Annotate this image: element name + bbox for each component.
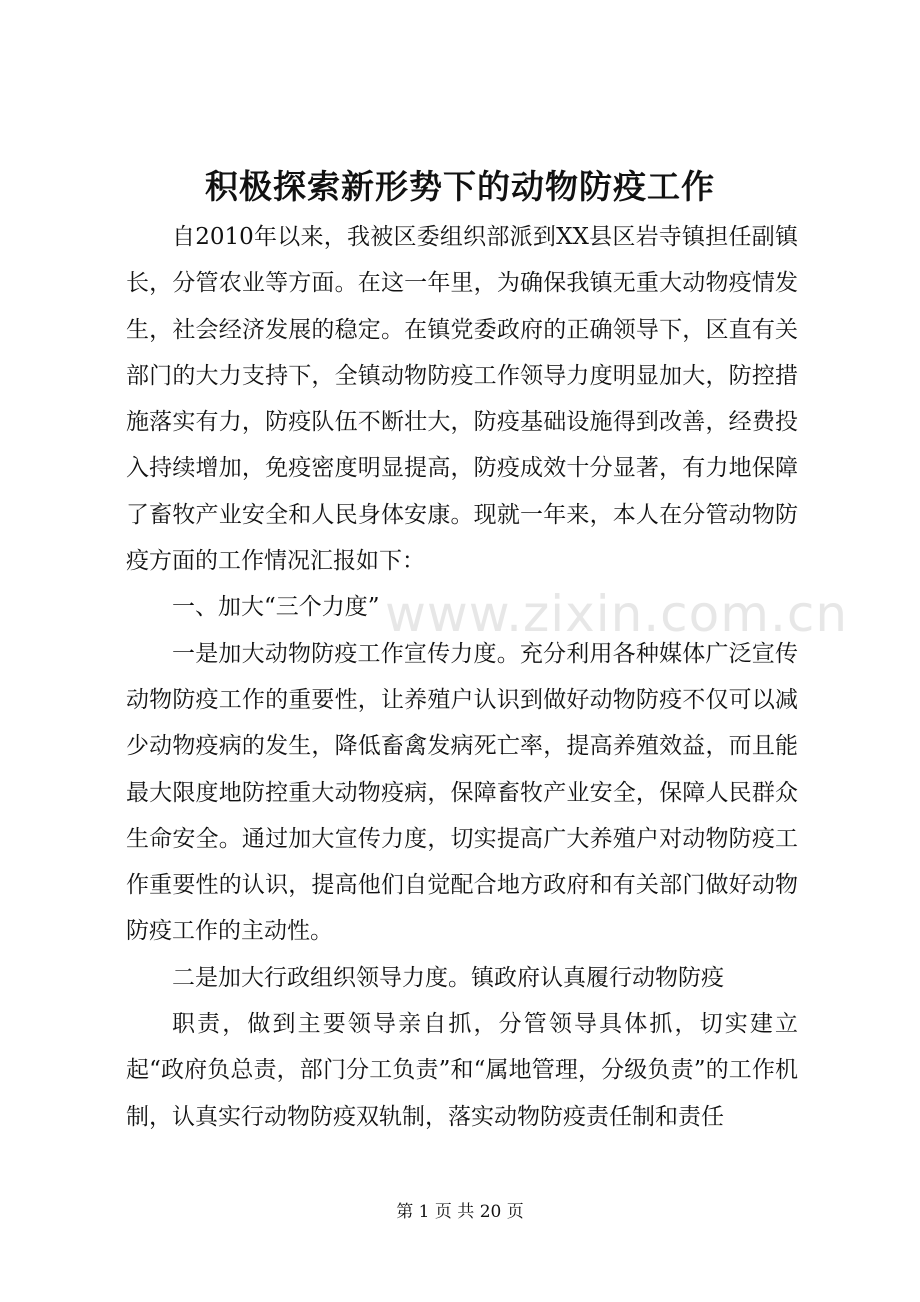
section-heading: 一、加大“三个力度” [172, 594, 380, 621]
document-title: 积极探索新形势下的动物防疫工作 [205, 167, 715, 206]
page-footer: 第 1 页 共 20 页 [396, 1202, 524, 1222]
document-body [126, 214, 798, 1140]
paragraph-responsibility: 职责，做到主要领导亲自抓，分管领导具体抓，切实建立起“政府负总责，部门分工负责”和“属地管理，分级负责”的工作机制，认真实行动物防疫双轨制，落实动物防疫责任制和责任 [126, 1011, 798, 1130]
watermark: www.zixin.com.cn [385, 585, 849, 643]
paragraph-intro: 自2010年以来，我被区委组织部派到XX县区岩寺镇担任副镇长，分管农业等方面。在这一年里，为确保我镇无重大动物疫情发生，社会经济发展的稳定。在镇党委政府的正确领导下，区直有关部门的大力支持下，全镇动物防疫工作领导力度明显加大，防控措施落实有力，防疫队伍不断壮大，防疫基础设施得到改善，经费投入持续增加，免疫密度明显提高，防疫成效十分显著，有力地保障了畜牧产业安全和人民身体安康。现就一年来，本人在分管动物防疫方面的工作情况汇报如下： [126, 224, 798, 575]
paragraph-publicity: 一是加大动物防疫工作宣传力度。充分利用各种媒体广泛宣传动物防疫工作的重要性，让养殖户认识到做好动物防疫不仅可以减少动物疫病的发生，降低畜禽发病死亡率，提高养殖效益，而且能最大限度地防控重大动物疫病，保障畜牧产业安全，保障人民群众生命安全。通过加大宣传力度，切实提高广大养殖户对动物防疫工作重要性的认识，提高他们自觉配合地方政府和有关部门做好动物防疫工作的主动性。 [126, 640, 798, 945]
paragraph-leadership: 二是加大行政组织领导力度。镇政府认真履行动物防疫 [172, 964, 724, 991]
